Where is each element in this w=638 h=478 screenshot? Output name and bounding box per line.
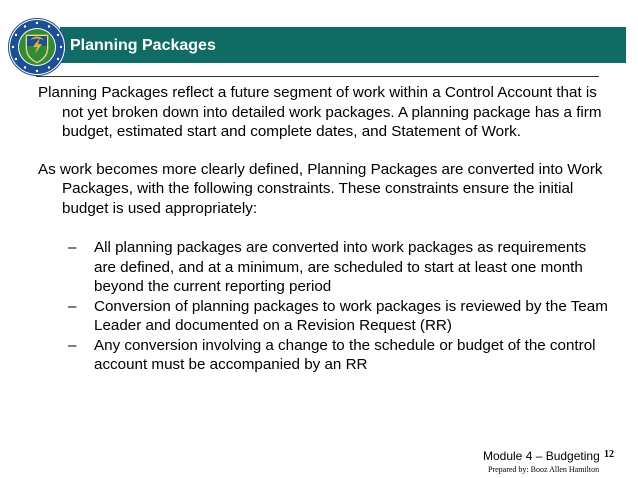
prepared-by-credit: Prepared by: Booz Allen Hamilton — [488, 465, 600, 474]
bullet-text: Any conversion involving a change to the schedule or budget of the control account must be accompanied by an RR — [94, 336, 596, 373]
list-item — [38, 336, 608, 375]
page-number: 12 — [604, 449, 614, 460]
constraints-list — [38, 238, 608, 375]
slide-title: Planning Packages — [70, 37, 216, 54]
paragraph-planning-packages-definition: Planning Packages reflect a future segment of work within a Control Account that is not yet broken down into detailed work packages. A planning package has a firm budget, estimated start and complete dates, and Statement of Work. — [38, 84, 602, 140]
list-item — [38, 238, 608, 297]
footer-module-label: Module 4 – Budgeting — [483, 449, 600, 463]
bullet-dash: – — [68, 336, 77, 354]
paragraph-conversion-constraints: As work becomes more clearly defined, Planning Packages are converted into Work Packages, with the following constraints. These constraints ensure the initial budget is used appropriately: — [38, 160, 603, 217]
slide-body — [38, 83, 608, 375]
bullet-text: Conversion of planning packages to work packages is reviewed by the Team Leader and documented on a Revision Request (RR) — [94, 297, 608, 334]
bullet-text: All planning packages are converted into work packages as requirements are defined, and at a minimum, are scheduled to start at least one month beyond the current reporting period — [94, 239, 587, 295]
bullet-dash: – — [68, 239, 77, 256]
list-item — [38, 297, 608, 336]
title-divider — [36, 76, 599, 77]
bullet-dash: – — [68, 297, 77, 315]
department-of-energy-seal-icon — [8, 18, 66, 76]
